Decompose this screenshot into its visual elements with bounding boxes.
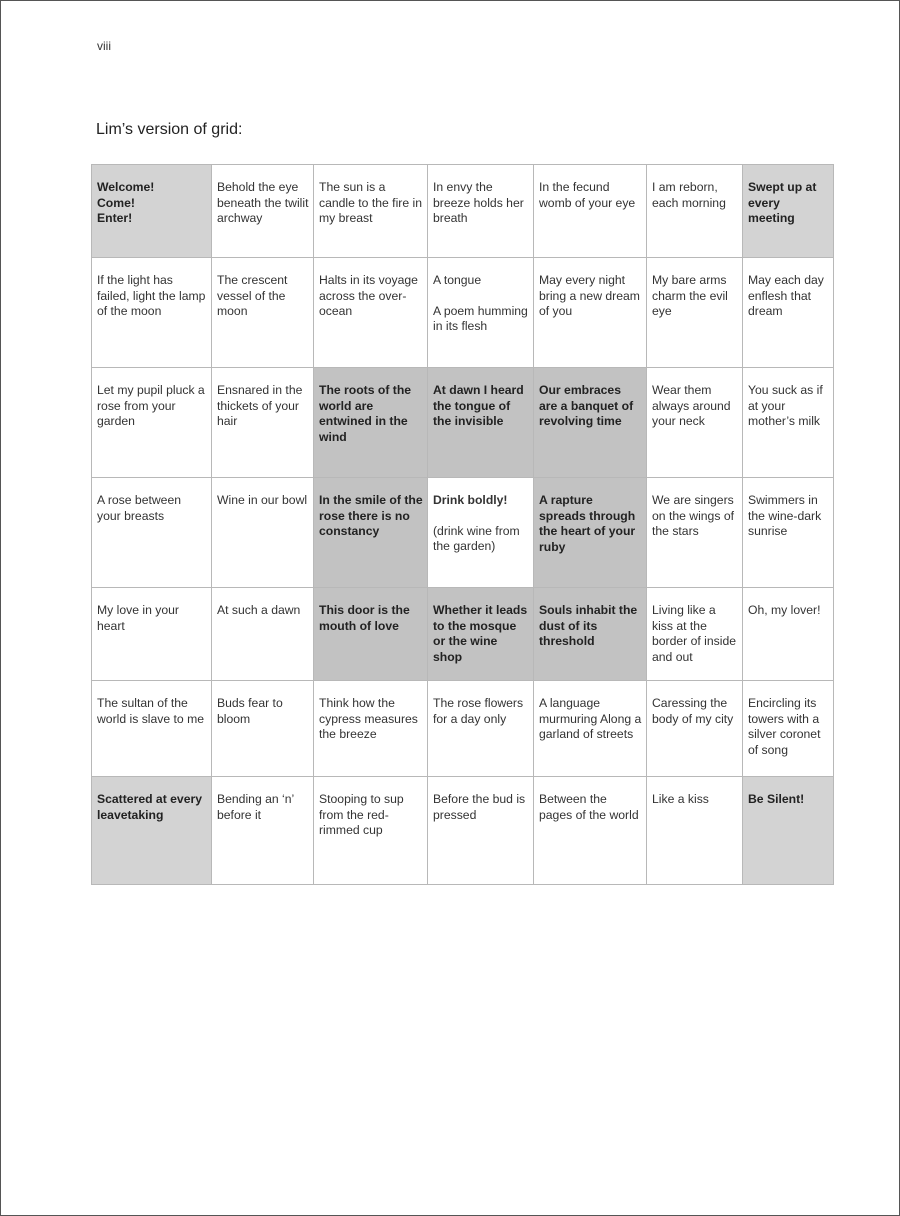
grid-cell-text: Living like a kiss at the border of inside and out — [652, 603, 737, 664]
grid-cell-text: Before the bud is pressed — [433, 792, 526, 822]
grid-cell-text: May each day enflesh that dream — [748, 273, 824, 318]
grid-cell — [647, 165, 743, 258]
grid-cell — [534, 777, 647, 885]
grid-cell-text: May every night bring a new dream of you — [539, 273, 640, 318]
grid-cell-text: Our embraces are a banquet of revolving time — [539, 383, 634, 428]
grid-cell — [743, 588, 834, 681]
grid-cell-text: In envy the breeze holds her breath — [433, 180, 524, 225]
grid-cell-text: Like a kiss — [652, 792, 709, 806]
grid-cell — [428, 258, 534, 368]
grid-cell-text: Encircling its towers with a silver coronet of song — [748, 696, 821, 757]
grid-heading: Lim’s version of grid: — [96, 121, 243, 138]
grid-cell — [534, 165, 647, 258]
grid-cell — [314, 368, 428, 478]
grid-cell-text: A rose between your breasts — [97, 493, 182, 523]
grid-cell — [212, 588, 314, 681]
grid-cell — [534, 478, 647, 588]
grid-cell — [212, 777, 314, 885]
grid-cell-text: The roots of the world are entwined in the wind — [319, 383, 412, 444]
grid-cell-text: Between the pages of the world — [539, 792, 639, 822]
grid-cell — [212, 681, 314, 777]
grid-cell-text: Be Silent! — [748, 792, 805, 806]
grid-cell — [534, 368, 647, 478]
grid-cell-text: I am reborn, each morning — [652, 180, 726, 210]
grid-cell — [92, 588, 212, 681]
grid-cell — [428, 368, 534, 478]
grid-cell-text: Souls inhabit the dust of its threshold — [539, 603, 638, 648]
grid-cell-text: Ensnared in the thickets of your hair — [217, 383, 303, 428]
grid-row — [92, 478, 834, 588]
grid-cell — [314, 681, 428, 777]
grid-cell-text: Enter! — [97, 211, 133, 225]
grid-cell — [314, 588, 428, 681]
grid-row — [92, 165, 834, 258]
grid-cell — [314, 777, 428, 885]
grid-cell-text: Whether it leads to the mosque or the wine shop — [433, 603, 528, 664]
grid-cell-text: My love in your heart — [97, 603, 179, 633]
grid-cell-text: Come! — [97, 195, 135, 210]
grid-cell-text: Drink boldly! — [433, 493, 508, 507]
grid-cell-text: The sun is a candle to the fire in my breast — [319, 180, 422, 225]
grid-cell-text: This door is the mouth of love — [319, 603, 410, 633]
grid-cell-text: Wear them always around your neck — [652, 383, 731, 428]
grid-row — [92, 777, 834, 885]
grid-cell — [428, 165, 534, 258]
grid-cell-text: If the light has failed, light the lamp of the moon — [97, 273, 206, 318]
cell-spacer — [433, 509, 529, 524]
grid-cell — [428, 681, 534, 777]
grid-cell-text: Stooping to sup from the red-rimmed cup — [319, 792, 404, 837]
grid-cell-text: Oh, my lover! — [748, 603, 821, 617]
grid-row — [92, 258, 834, 368]
grid-cell-text: Swept up at every meeting — [748, 180, 817, 225]
grid-cell-text: Scattered at every leavetaking — [97, 792, 203, 822]
grid-cell — [92, 258, 212, 368]
grid-cell — [212, 478, 314, 588]
grid-cell-text: A poem humming in its flesh — [433, 303, 528, 333]
grid-cell — [647, 681, 743, 777]
grid-cell-text: The rose flowers for a day only — [433, 696, 524, 726]
grid-cell — [743, 258, 834, 368]
grid-cell — [647, 588, 743, 681]
grid-cell — [212, 368, 314, 478]
grid-cell — [92, 681, 212, 777]
grid-cell-text: At dawn I heard the tongue of the invisible — [433, 383, 524, 428]
grid-cell — [92, 478, 212, 588]
grid-row — [92, 681, 834, 777]
grid-cell-text: The sultan of the world is slave to me — [97, 696, 205, 726]
grid-cell-text: Swimmers in the wine-dark sunrise — [748, 493, 822, 538]
grid-cell-text: In the fecund womb of your eye — [539, 180, 636, 210]
grid-cell — [743, 165, 834, 258]
grid-cell — [647, 478, 743, 588]
grid-cell — [743, 478, 834, 588]
grid-cell — [92, 368, 212, 478]
grid-cell — [534, 258, 647, 368]
grid-cell-text: At such a dawn — [217, 603, 301, 617]
grid-cell-text: Bending an ‘n’ before it — [217, 792, 294, 822]
grid-cell — [743, 777, 834, 885]
grid-cell-text: A rapture spreads through the heart of your ruby — [539, 493, 636, 554]
cell-spacer — [433, 289, 529, 304]
grid-cell — [743, 681, 834, 777]
grid-cell — [92, 777, 212, 885]
grid-cell-text: You suck as if at your mother’s milk — [748, 383, 823, 428]
grid-cell-text: (drink wine from the garden) — [433, 523, 520, 553]
poem-grid-table — [91, 164, 834, 885]
page-number: viii — [97, 39, 111, 53]
grid-cell-text: Halts in its voyage across the over-ocean — [319, 273, 418, 318]
grid-cell-text: Wine in our bowl — [217, 493, 308, 507]
grid-cell — [92, 165, 212, 258]
grid-cell — [647, 368, 743, 478]
grid-cell-text: A language murmuring Along a garland of streets — [539, 696, 642, 741]
grid-cell — [314, 258, 428, 368]
grid-cell — [534, 681, 647, 777]
grid-cell-text: My bare arms charm the evil eye — [652, 273, 728, 318]
grid-cell-text: In the smile of the rose there is no constancy — [319, 493, 423, 538]
grid-cell — [428, 478, 534, 588]
grid-row — [92, 588, 834, 681]
grid-cell — [647, 777, 743, 885]
grid-cell-text: Let my pupil pluck a rose from your garden — [97, 383, 205, 428]
grid-cell — [314, 165, 428, 258]
grid-cell-text: Buds fear to bloom — [217, 696, 283, 726]
grid-cell-text: Behold the eye beneath the twilit archway — [217, 180, 309, 225]
grid-cell — [428, 588, 534, 681]
grid-cell — [647, 258, 743, 368]
grid-cell-text: We are singers on the wings of the stars — [652, 493, 734, 538]
grid-cell-text: Welcome! — [97, 180, 155, 194]
grid-cell-text: The crescent vessel of the moon — [217, 273, 288, 318]
grid-cell — [743, 368, 834, 478]
grid-cell — [314, 478, 428, 588]
grid-cell — [212, 258, 314, 368]
grid-cell — [534, 588, 647, 681]
grid-cell-text: A tongue — [433, 273, 482, 287]
grid-row — [92, 368, 834, 478]
grid-cell — [428, 777, 534, 885]
grid-cell — [212, 165, 314, 258]
grid-cell-text: Caressing the body of my city — [652, 696, 734, 726]
grid-cell-text: Think how the cypress measures the breeze — [319, 696, 418, 741]
